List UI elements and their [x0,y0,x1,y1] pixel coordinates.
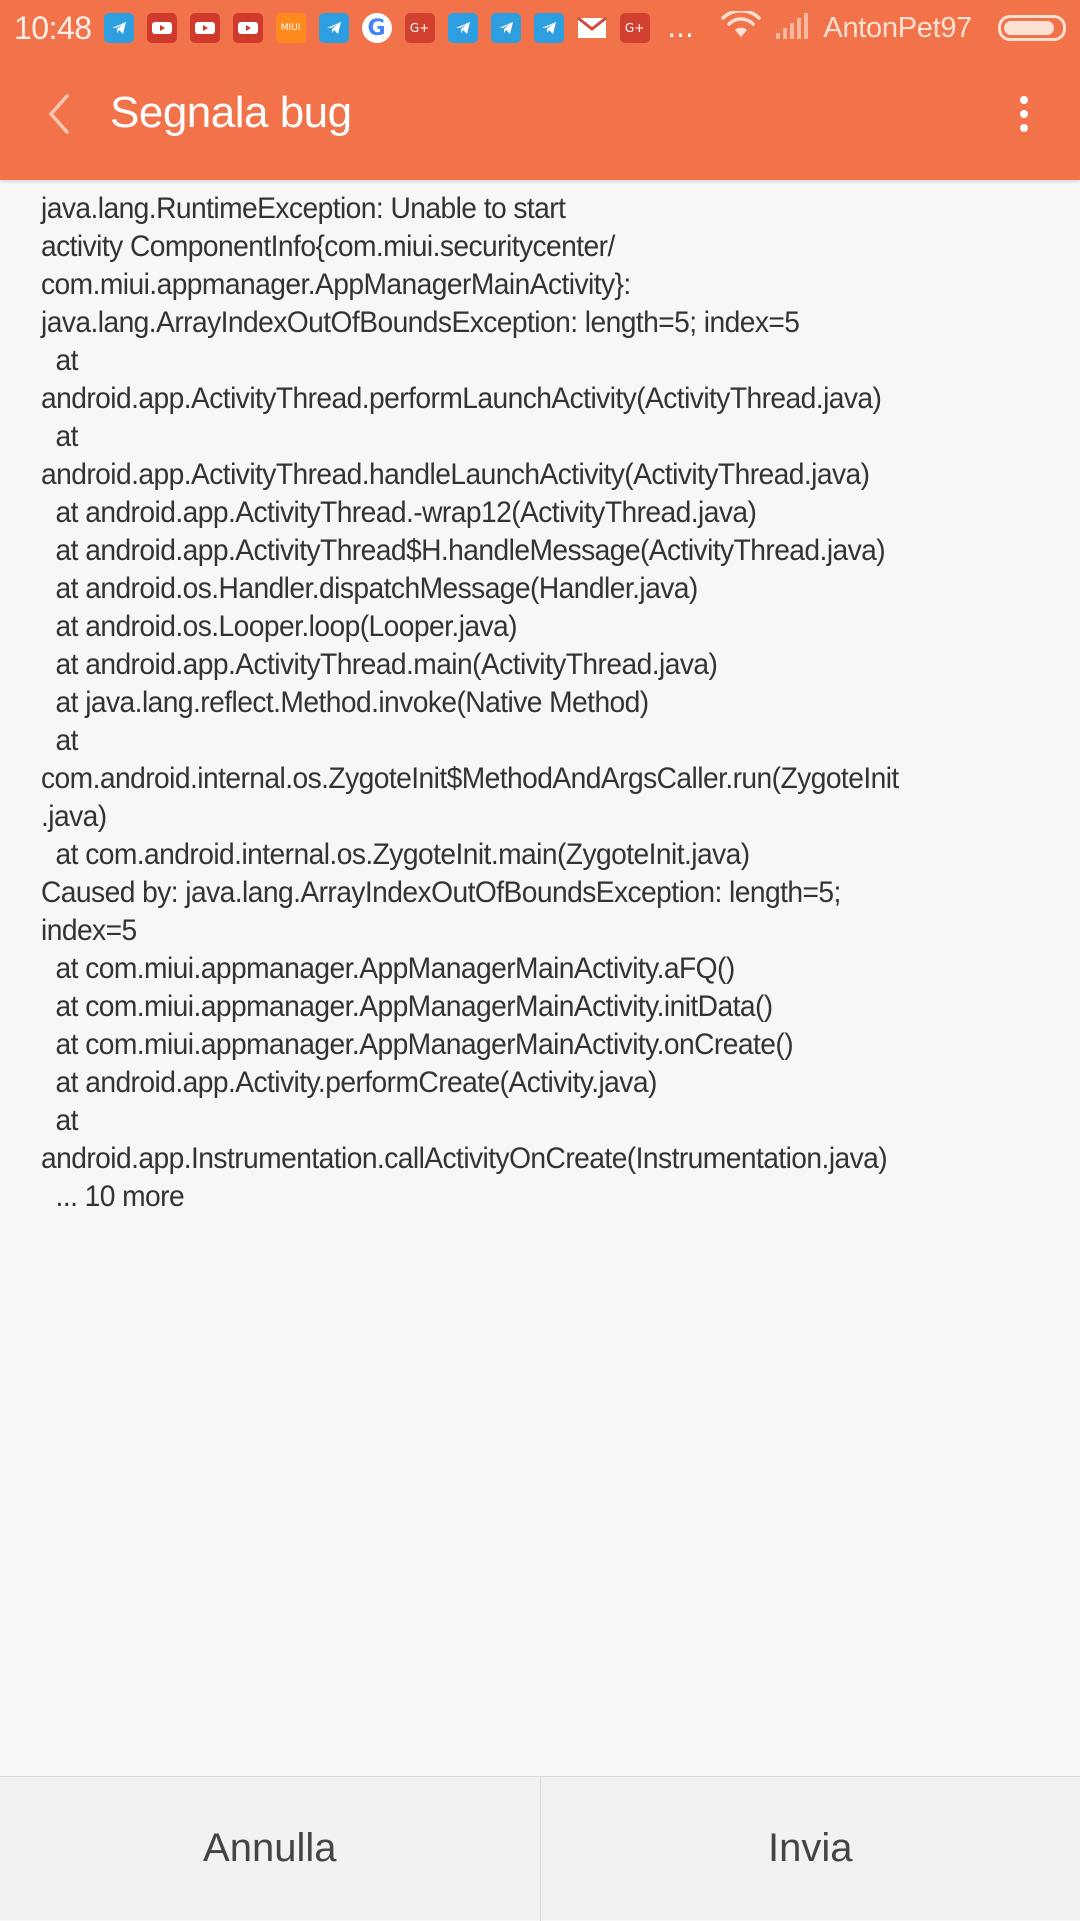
overflow-menu-button[interactable] [994,84,1054,144]
log-line: activity ComponentInfo{com.miui.securitycenter/ [41,228,980,266]
log-line: .java) [41,798,980,836]
page-title: Segnala bug [110,88,352,138]
log-line: com.android.internal.os.ZygoteInit$MethodAndArgsCaller.run(ZygoteInit [41,760,980,798]
log-line: at android.os.Looper.loop(Looper.java) [41,608,980,646]
log-line: at java.lang.reflect.Method.invoke(Native Method) [41,684,980,722]
back-button[interactable] [28,86,88,146]
log-line: android.app.ActivityThread.handleLaunchActivity(ActivityThread.java) [41,456,980,494]
log-line: ... 10 more [41,1178,980,1216]
more-icon: ... [663,13,699,43]
log-line: at [41,342,980,380]
log-line: at com.miui.appmanager.AppManagerMainActivity.initData() [41,988,980,1026]
google-icon: G [362,13,392,43]
telegram-icon [448,13,478,43]
miui-icon: MIUI [276,13,306,43]
youtube-icon [190,13,220,43]
telegram-icon [104,13,134,43]
send-button[interactable]: Invia [541,1777,1080,1920]
gmail-icon [577,13,607,43]
telegram-icon [491,13,521,43]
log-line: com.miui.appmanager.AppManagerMainActivity}: [41,266,980,304]
google-plus-icon: G+ [620,13,650,43]
google-plus-icon: G+ [405,13,435,43]
log-line: at [41,722,980,760]
log-line: android.app.ActivityThread.performLaunchActivity(ActivityThread.java) [41,380,980,418]
log-line: at com.miui.appmanager.AppManagerMainActivity.onCreate() [41,1026,980,1064]
telegram-icon [319,13,349,43]
log-line: at [41,1102,980,1140]
log-line: at android.app.Activity.performCreate(Activity.java) [41,1064,980,1102]
battery-level [1004,21,1054,35]
log-line: at android.os.Handler.dispatchMessage(Handler.java) [41,570,980,608]
youtube-icon [147,13,177,43]
log-line: java.lang.ArrayIndexOutOfBoundsException: length=5; index=5 [41,304,980,342]
more-vert-icon [1020,96,1028,104]
log-line: at com.miui.appmanager.AppManagerMainActivity.aFQ() [41,950,980,988]
chevron-left-icon [43,92,73,140]
log-line: java.lang.RuntimeException: Unable to start [41,190,980,228]
telegram-icon [534,13,564,43]
log-line: at com.android.internal.os.ZygoteInit.main(ZygoteInit.java) [41,836,980,874]
status-bar [0,0,1080,56]
carrier-name: AntonPet97 [823,12,972,45]
bottom-action-bar [0,1776,1080,1920]
log-line: Caused by: java.lang.ArrayIndexOutOfBoundsException: length=5; [41,874,980,912]
notification-icons [104,13,712,43]
log-line: at android.app.ActivityThread$H.handleMessage(ActivityThread.java) [41,532,980,570]
battery-icon [998,15,1066,41]
cancel-button[interactable]: Annulla [0,1777,540,1920]
log-line: at android.app.ActivityThread.main(ActivityThread.java) [41,646,980,684]
youtube-icon [233,13,263,43]
wifi-icon [721,11,761,45]
log-line: at android.app.ActivityThread.-wrap12(ActivityThread.java) [41,494,980,532]
status-indicators [721,0,1066,56]
log-line: index=5 [41,912,980,950]
bug-report-log[interactable] [0,180,1080,1776]
app-bar [0,56,1080,180]
signal-icon [775,11,809,45]
log-line: at [41,418,980,456]
log-line: android.app.Instrumentation.callActivityOnCreate(Instrumentation.java) [41,1140,980,1178]
status-time: 10:48 [14,10,92,47]
